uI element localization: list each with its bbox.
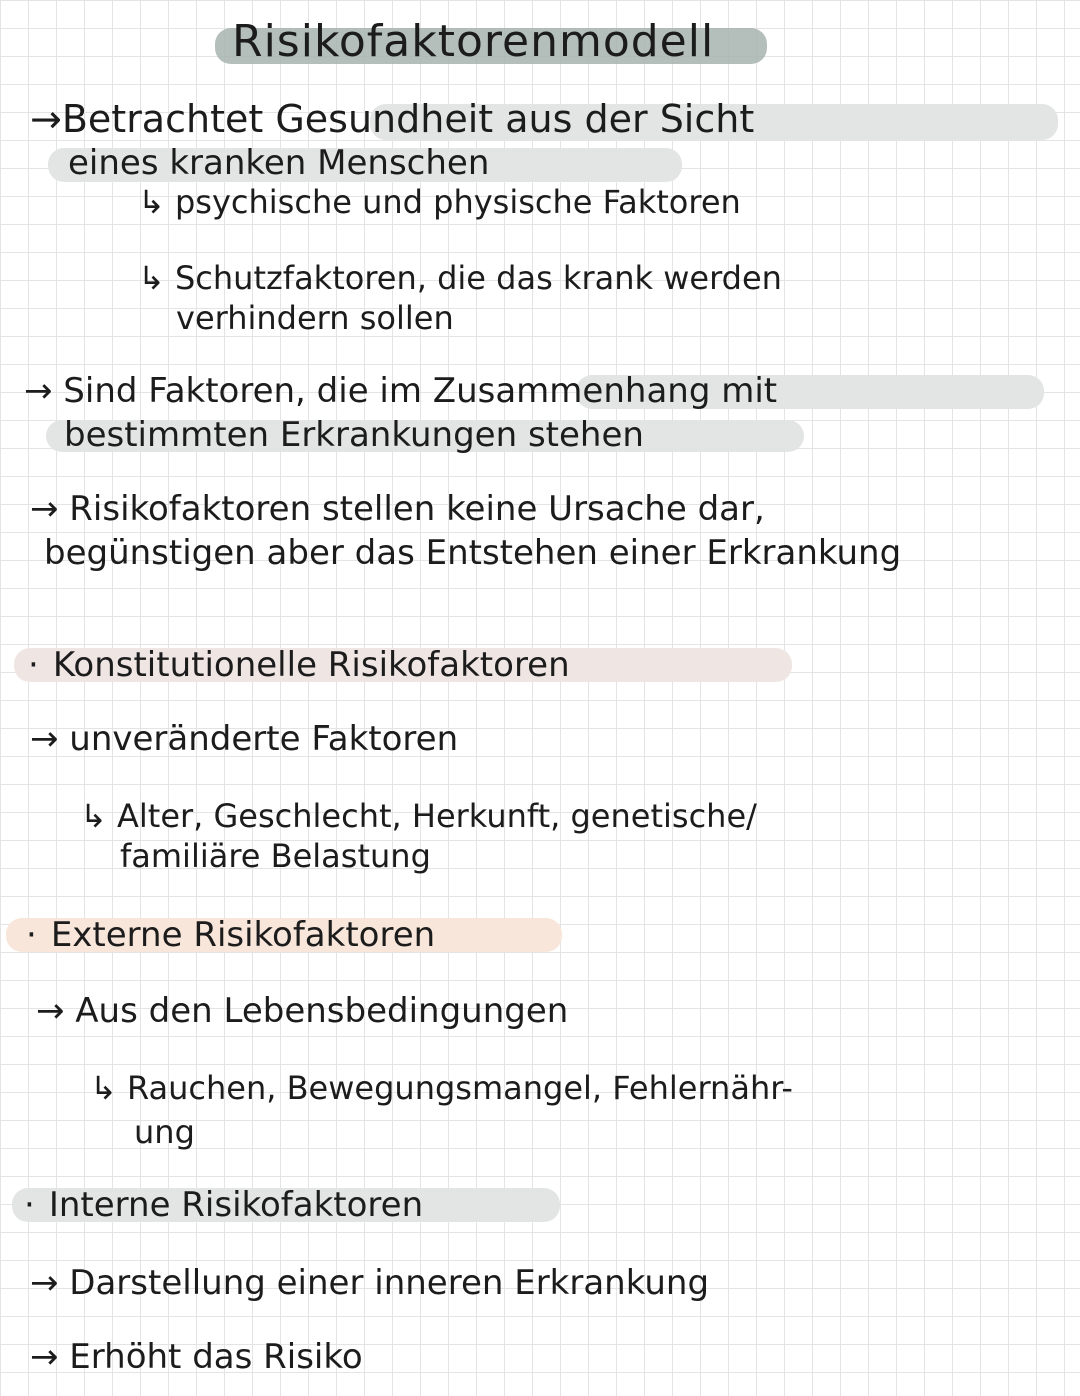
heading-intern-label: Interne Risikofaktoren	[48, 1185, 424, 1225]
intro-sub-2a: ↳ Schutzfaktoren, die das krank werden	[138, 259, 782, 297]
intro-line-2: eines kranken Menschen	[68, 143, 490, 183]
definition-line-1: → Sind Faktoren, die im Zusammenhang mit	[24, 371, 778, 411]
konstitutionell-sub-2: familiäre Belastung	[120, 837, 431, 875]
bullet-dot: ·	[26, 915, 37, 955]
bullet-dot: ·	[28, 645, 39, 685]
intern-arrow-2: → Erhöht das Risiko	[30, 1337, 363, 1377]
page-title: Risikofaktorenmodell	[232, 16, 715, 67]
extern-sub-2: ung	[134, 1113, 195, 1151]
heading-extern	[26, 915, 436, 955]
cause-line-2: begünstigen aber das Entstehen einer Erkrankung	[44, 533, 902, 573]
konstitutionell-sub-1: ↳ Alter, Geschlecht, Herkunft, genetische/	[80, 797, 757, 835]
extern-arrow: → Aus den Lebensbedingungen	[36, 991, 569, 1031]
heading-extern-label: Externe Risikofaktoren	[50, 915, 436, 955]
definition-line-2: bestimmten Erkrankungen stehen	[64, 415, 644, 455]
heading-konstitutionell-label: Konstitutionelle Risikofaktoren	[52, 645, 570, 685]
intern-arrow-1: → Darstellung einer inneren Erkrankung	[30, 1263, 710, 1303]
intro-sub-2b: verhindern sollen	[176, 299, 454, 337]
konstitutionell-arrow: → unveränderte Faktoren	[30, 719, 459, 759]
intro-sub-1: ↳ psychische und physische Faktoren	[138, 183, 741, 221]
heading-intern	[24, 1185, 424, 1225]
heading-konstitutionell	[28, 645, 570, 685]
extern-sub-1: ↳ Rauchen, Bewegungsmangel, Fehlernähr-	[90, 1069, 793, 1107]
intro-line-1: →Betrachtet Gesundheit aus der Sicht	[30, 97, 755, 141]
bullet-dot: ·	[24, 1185, 35, 1225]
cause-line-1: → Risikofaktoren stellen keine Ursache dar,	[30, 489, 765, 529]
